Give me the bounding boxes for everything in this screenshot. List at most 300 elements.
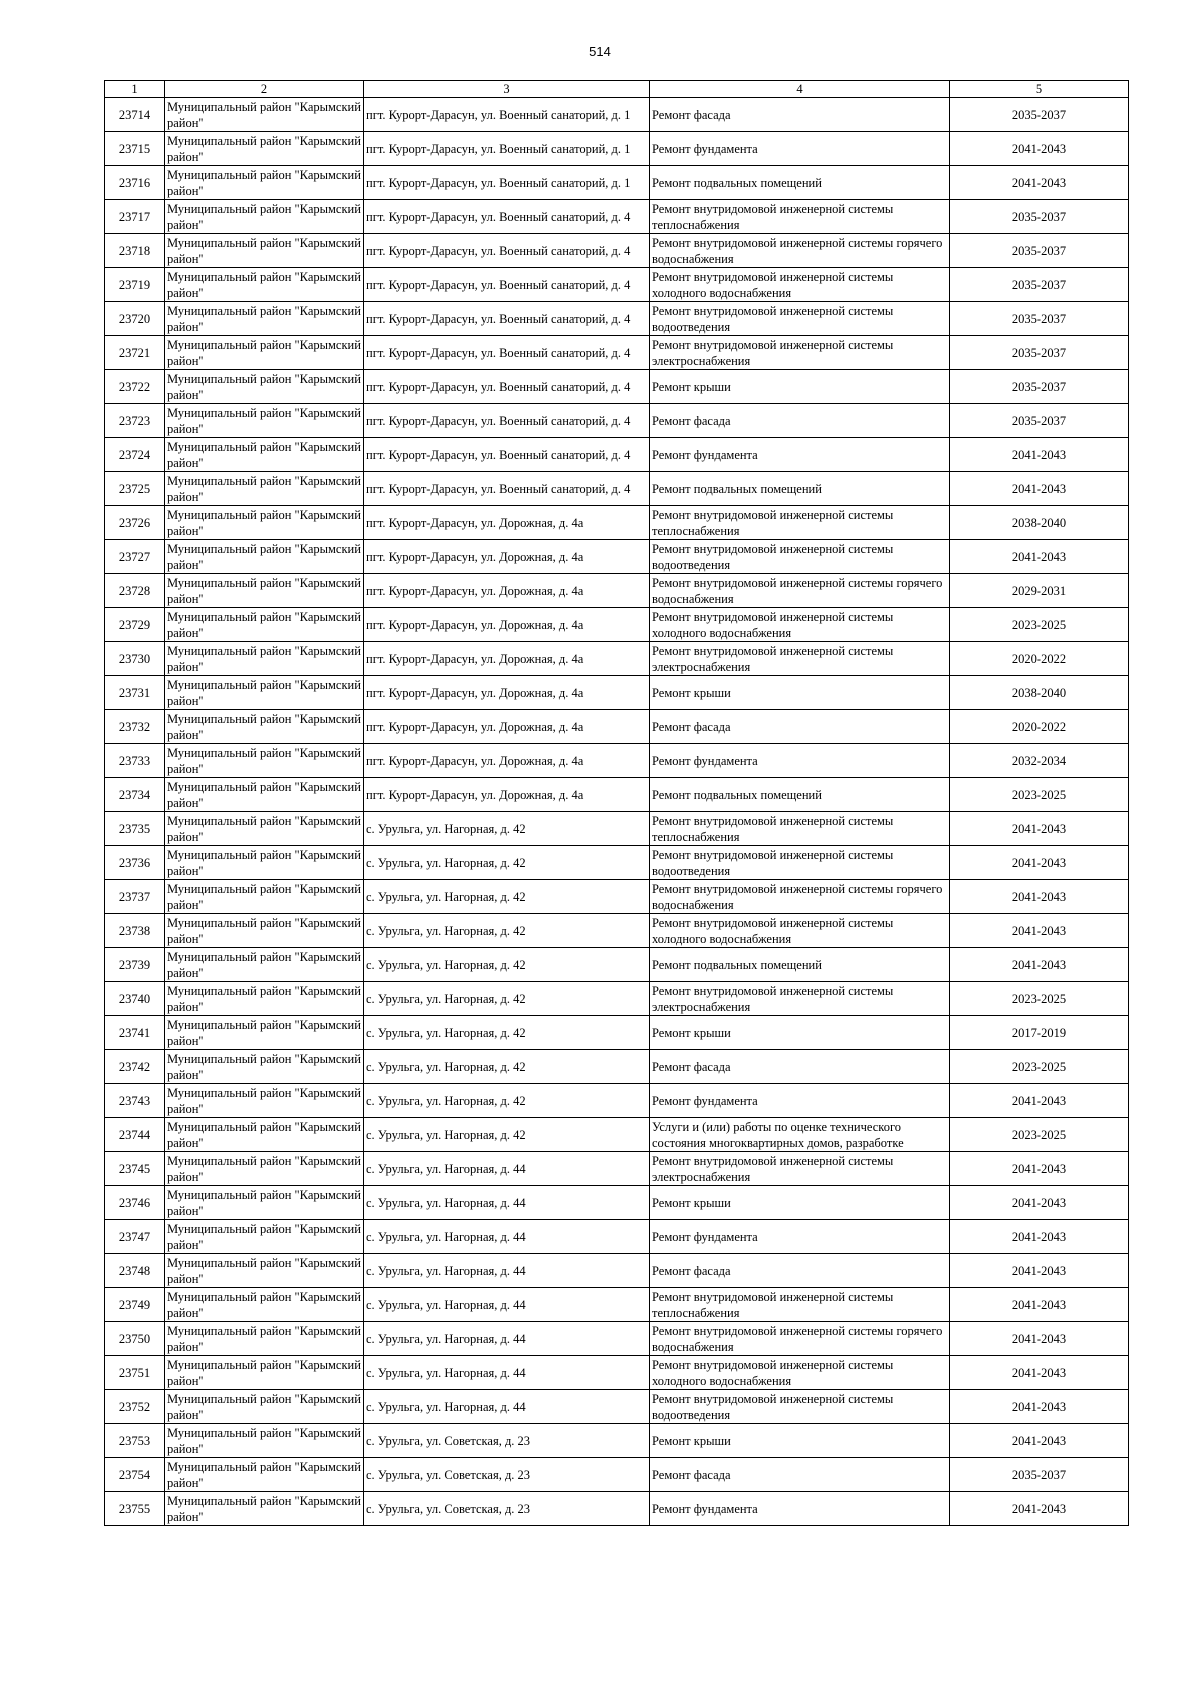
address-cell: [364, 982, 650, 1016]
row-number-cell: [105, 132, 165, 166]
table-row: [105, 914, 1129, 948]
row-number-text: 23745: [118, 1161, 151, 1176]
table-row: [105, 1084, 1129, 1118]
municipality-cell: [165, 1220, 364, 1254]
period-cell: [950, 1118, 1129, 1152]
row-number-text: 23750: [118, 1331, 151, 1346]
municipality-cell: [165, 574, 364, 608]
period-text: 2035-2037: [1011, 345, 1067, 360]
row-number-text: 23754: [118, 1467, 151, 1482]
row-number-cell: [105, 1390, 165, 1424]
row-number-cell: [105, 1254, 165, 1288]
address-text: пгт. Курорт-Дарасун, ул. Дорожная, д. 4а: [366, 719, 584, 734]
address-text: с. Урульга, ул. Нагорная, д. 44: [366, 1263, 526, 1278]
row-number-text: 23743: [118, 1093, 151, 1108]
address-cell: [364, 1390, 650, 1424]
table-row: [105, 302, 1129, 336]
row-number-text: 23716: [118, 175, 151, 190]
table-row: [105, 778, 1129, 812]
table-row: [105, 574, 1129, 608]
period-text: 2041-2043: [1011, 141, 1067, 156]
table-row: [105, 846, 1129, 880]
period-text: 2035-2037: [1011, 311, 1067, 326]
period-cell: [950, 506, 1129, 540]
municipality-cell: [165, 200, 364, 234]
table-row: [105, 1186, 1129, 1220]
address-cell: [364, 710, 650, 744]
municipality-cell: [165, 1356, 364, 1390]
address-cell: [364, 880, 650, 914]
municipality-cell: [165, 1050, 364, 1084]
address-cell: [364, 166, 650, 200]
municipality-cell: [165, 98, 364, 132]
row-number-cell: [105, 302, 165, 336]
address-text: пгт. Курорт-Дарасун, ул. Дорожная, д. 4а: [366, 583, 584, 598]
address-cell: [364, 540, 650, 574]
table-row: [105, 1050, 1129, 1084]
work-type-text: Ремонт фундамента: [652, 1093, 758, 1108]
address-text: с. Урульга, ул. Нагорная, д. 42: [366, 1059, 526, 1074]
address-text: пгт. Курорт-Дарасун, ул. Военный санаторий, д. 4: [366, 209, 631, 224]
work-type-cell: [650, 336, 950, 370]
work-type-text: Ремонт внутридомовой инженерной системы электроснабжения: [652, 983, 894, 1014]
address-cell: [364, 608, 650, 642]
table-row: [105, 982, 1129, 1016]
period-text: 2035-2037: [1011, 243, 1067, 258]
period-text: 2038-2040: [1011, 685, 1067, 700]
address-cell: [364, 302, 650, 336]
address-cell: [364, 200, 650, 234]
address-text: пгт. Курорт-Дарасун, ул. Дорожная, д. 4а: [366, 753, 584, 768]
municipality-text: Муниципальный район "Карымский район": [167, 133, 361, 164]
work-type-text: Ремонт подвальных помещений: [652, 481, 822, 496]
work-type-text: Ремонт крыши: [652, 685, 731, 700]
row-number-text: 23753: [118, 1433, 151, 1448]
address-text: с. Урульга, ул. Нагорная, д. 42: [366, 889, 526, 904]
period-cell: [950, 1356, 1129, 1390]
work-type-text: Ремонт фундамента: [652, 753, 758, 768]
municipality-text: Муниципальный район "Карымский район": [167, 507, 361, 538]
work-type-text: Ремонт внутридомовой инженерной системы электроснабжения: [652, 1153, 894, 1184]
municipality-text: Муниципальный район "Карымский район": [167, 677, 361, 708]
row-number-cell: [105, 982, 165, 1016]
work-type-cell: [650, 1390, 950, 1424]
address-cell: [364, 98, 650, 132]
address-cell: [364, 336, 650, 370]
municipality-text: Муниципальный район "Карымский район": [167, 1017, 361, 1048]
municipality-text: Муниципальный район "Карымский район": [167, 1493, 361, 1524]
address-text: пгт. Курорт-Дарасун, ул. Военный санаторий, д. 4: [366, 243, 631, 258]
municipality-cell: [165, 948, 364, 982]
row-number-text: 23722: [118, 379, 151, 394]
row-number-cell: [105, 540, 165, 574]
municipality-text: Муниципальный район "Карымский район": [167, 1255, 361, 1286]
work-type-text: Ремонт фасада: [652, 1467, 731, 1482]
municipality-text: Муниципальный район "Карымский район": [167, 337, 361, 368]
work-type-cell: [650, 1458, 950, 1492]
municipality-text: Муниципальный район "Карымский район": [167, 1119, 361, 1150]
municipality-text: Муниципальный район "Карымский район": [167, 269, 361, 300]
address-cell: [364, 1084, 650, 1118]
period-text: 2041-2043: [1011, 175, 1067, 190]
period-cell: [950, 234, 1129, 268]
row-number-cell: [105, 812, 165, 846]
work-type-cell: [650, 1254, 950, 1288]
municipality-cell: [165, 166, 364, 200]
row-number-cell: [105, 676, 165, 710]
work-type-text: Ремонт подвальных помещений: [652, 787, 822, 802]
work-type-cell: [650, 608, 950, 642]
municipality-cell: [165, 642, 364, 676]
row-number-cell: [105, 370, 165, 404]
period-cell: [950, 370, 1129, 404]
table-row: [105, 1220, 1129, 1254]
table-row: [105, 1458, 1129, 1492]
table-row: [105, 132, 1129, 166]
municipality-cell: [165, 438, 364, 472]
address-text: пгт. Курорт-Дарасун, ул. Военный санаторий, д. 1: [366, 175, 631, 190]
table-row: [105, 1390, 1129, 1424]
row-number-cell: [105, 506, 165, 540]
address-text: пгт. Курорт-Дарасун, ул. Дорожная, д. 4а: [366, 685, 584, 700]
municipality-text: Муниципальный район "Карымский район": [167, 711, 361, 742]
address-cell: [364, 1118, 650, 1152]
address-text: с. Урульга, ул. Нагорная, д. 44: [366, 1195, 526, 1210]
row-number-cell: [105, 1118, 165, 1152]
period-cell: [950, 540, 1129, 574]
period-cell: [950, 1458, 1129, 1492]
period-cell: [950, 1492, 1129, 1526]
address-cell: [364, 1254, 650, 1288]
row-number-cell: [105, 1152, 165, 1186]
municipality-cell: [165, 812, 364, 846]
work-type-cell: [650, 846, 950, 880]
municipality-cell: [165, 404, 364, 438]
address-cell: [364, 1152, 650, 1186]
table-body: [105, 98, 1129, 1526]
period-text: 2041-2043: [1011, 1195, 1067, 1210]
address-text: с. Урульга, ул. Нагорная, д. 42: [366, 1127, 526, 1142]
header-row: [105, 81, 1129, 98]
address-cell: [364, 370, 650, 404]
row-number-text: 23747: [118, 1229, 151, 1244]
row-number-text: 23733: [118, 753, 151, 768]
work-type-cell: [650, 1356, 950, 1390]
period-cell: [950, 438, 1129, 472]
period-text: 2035-2037: [1011, 1467, 1067, 1482]
page-number: 514: [589, 44, 611, 59]
address-text: пгт. Курорт-Дарасун, ул. Дорожная, д. 4а: [366, 787, 584, 802]
period-text: 2041-2043: [1011, 1331, 1067, 1346]
period-cell: [950, 98, 1129, 132]
row-number-cell: [105, 846, 165, 880]
address-text: с. Урульга, ул. Советская, д. 23: [366, 1501, 531, 1516]
municipality-cell: [165, 472, 364, 506]
period-text: 2041-2043: [1011, 447, 1067, 462]
address-text: пгт. Курорт-Дарасун, ул. Дорожная, д. 4а: [366, 617, 584, 632]
period-cell: [950, 744, 1129, 778]
row-number-text: 23729: [118, 617, 151, 632]
municipality-cell: [165, 1084, 364, 1118]
address-text: с. Урульга, ул. Нагорная, д. 42: [366, 1025, 526, 1040]
row-number-text: 23749: [118, 1297, 151, 1312]
work-type-text: Ремонт фундамента: [652, 141, 758, 156]
work-type-text: Ремонт внутридомовой инженерной системы горячего водоснабжения: [652, 575, 943, 606]
period-text: 2032-2034: [1011, 753, 1067, 768]
period-text: 2017-2019: [1011, 1025, 1067, 1040]
table-row: [105, 1152, 1129, 1186]
municipality-text: Муниципальный район "Карымский район": [167, 439, 361, 470]
address-text: с. Урульга, ул. Нагорная, д. 42: [366, 855, 526, 870]
municipality-cell: [165, 268, 364, 302]
table-row: [105, 608, 1129, 642]
work-type-text: Ремонт внутридомовой инженерной системы холодного водоснабжения: [652, 915, 894, 946]
municipality-cell: [165, 914, 364, 948]
row-number-cell: [105, 200, 165, 234]
work-type-cell: [650, 506, 950, 540]
row-number-text: 23734: [118, 787, 151, 802]
address-text: с. Урульга, ул. Советская, д. 23: [366, 1467, 531, 1482]
work-type-text: Ремонт внутридомовой инженерной системы электроснабжения: [652, 337, 894, 368]
municipality-cell: [165, 540, 364, 574]
work-type-cell: [650, 98, 950, 132]
period-cell: [950, 1254, 1129, 1288]
row-number-cell: [105, 744, 165, 778]
work-type-text: Ремонт внутридомовой инженерной системы горячего водоснабжения: [652, 881, 943, 912]
table-row: [105, 234, 1129, 268]
row-number-text: 23746: [118, 1195, 151, 1210]
address-cell: [364, 914, 650, 948]
period-text: 2041-2043: [1011, 1263, 1067, 1278]
table-row: [105, 1254, 1129, 1288]
address-text: с. Урульга, ул. Нагорная, д. 42: [366, 923, 526, 938]
period-text: 2029-2031: [1011, 583, 1067, 598]
municipality-cell: [165, 1390, 364, 1424]
row-number-cell: [105, 608, 165, 642]
address-text: с. Урульга, ул. Нагорная, д. 44: [366, 1161, 526, 1176]
work-type-text: Ремонт внутридомовой инженерной системы водоотведения: [652, 1391, 894, 1422]
period-text: 2041-2043: [1011, 821, 1067, 836]
table-row: [105, 506, 1129, 540]
municipality-cell: [165, 1458, 364, 1492]
row-number-cell: [105, 268, 165, 302]
address-cell: [364, 1288, 650, 1322]
row-number-text: 23737: [118, 889, 151, 904]
period-cell: [950, 1084, 1129, 1118]
work-type-cell: [650, 1492, 950, 1526]
work-type-cell: [650, 268, 950, 302]
work-type-cell: [650, 676, 950, 710]
table-row: [105, 1424, 1129, 1458]
address-cell: [364, 1458, 650, 1492]
row-number-text: 23718: [118, 243, 151, 258]
municipality-text: Муниципальный район "Карымский район": [167, 99, 361, 130]
period-text: 2035-2037: [1011, 209, 1067, 224]
work-type-text: Ремонт крыши: [652, 379, 731, 394]
column-header-3: 3: [364, 81, 650, 98]
row-number-text: 23742: [118, 1059, 151, 1074]
work-type-cell: [650, 574, 950, 608]
row-number-text: 23723: [118, 413, 151, 428]
period-cell: [950, 676, 1129, 710]
period-text: 2038-2040: [1011, 515, 1067, 530]
table-row: [105, 268, 1129, 302]
address-cell: [364, 1492, 650, 1526]
address-cell: [364, 574, 650, 608]
period-text: 2041-2043: [1011, 1093, 1067, 1108]
row-number-text: 23714: [118, 107, 151, 122]
address-cell: [364, 778, 650, 812]
municipality-text: Муниципальный район "Карымский район": [167, 1187, 361, 1218]
municipality-cell: [165, 1118, 364, 1152]
address-cell: [364, 948, 650, 982]
municipality-text: Муниципальный район "Карымский район": [167, 541, 361, 572]
work-type-text: Ремонт фасада: [652, 1263, 731, 1278]
table-header: [105, 81, 1129, 98]
address-text: пгт. Курорт-Дарасун, ул. Военный санаторий, д. 4: [366, 277, 631, 292]
period-text: 2020-2022: [1011, 719, 1067, 734]
address-cell: [364, 1424, 650, 1458]
row-number-text: 23728: [118, 583, 151, 598]
work-type-cell: [650, 1084, 950, 1118]
municipality-text: Муниципальный район "Карымский район": [167, 371, 361, 402]
address-cell: [364, 404, 650, 438]
table-row: [105, 676, 1129, 710]
row-number-cell: [105, 234, 165, 268]
period-text: 2035-2037: [1011, 379, 1067, 394]
period-text: 2041-2043: [1011, 1297, 1067, 1312]
work-type-cell: [650, 880, 950, 914]
row-number-cell: [105, 1356, 165, 1390]
period-text: 2023-2025: [1011, 991, 1067, 1006]
table-row: [105, 948, 1129, 982]
municipality-text: Муниципальный район "Карымский район": [167, 167, 361, 198]
work-type-cell: [650, 438, 950, 472]
municipality-cell: [165, 846, 364, 880]
municipality-text: Муниципальный район "Карымский район": [167, 575, 361, 606]
work-type-cell: [650, 166, 950, 200]
work-type-text: Ремонт фундамента: [652, 1229, 758, 1244]
municipality-text: Муниципальный район "Карымский район": [167, 847, 361, 878]
work-type-cell: [650, 370, 950, 404]
table-row: [105, 1118, 1129, 1152]
municipality-text: Муниципальный район "Карымский район": [167, 235, 361, 266]
municipality-cell: [165, 744, 364, 778]
row-number-text: 23724: [118, 447, 151, 462]
period-text: 2041-2043: [1011, 889, 1067, 904]
period-text: 2041-2043: [1011, 481, 1067, 496]
row-number-text: 23748: [118, 1263, 151, 1278]
row-number-text: 23735: [118, 821, 151, 836]
row-number-text: 23739: [118, 957, 151, 972]
period-cell: [950, 982, 1129, 1016]
address-text: пгт. Курорт-Дарасун, ул. Военный санаторий, д. 4: [366, 413, 631, 428]
row-number-text: 23725: [118, 481, 151, 496]
municipality-text: Муниципальный район "Карымский район": [167, 405, 361, 436]
period-cell: [950, 132, 1129, 166]
work-type-cell: [650, 234, 950, 268]
municipality-cell: [165, 608, 364, 642]
municipality-text: Муниципальный район "Карымский район": [167, 745, 361, 776]
period-cell: [950, 880, 1129, 914]
address-text: пгт. Курорт-Дарасун, ул. Военный санаторий, д. 4: [366, 481, 631, 496]
address-cell: [364, 812, 650, 846]
work-type-text: Ремонт подвальных помещений: [652, 175, 822, 190]
work-type-cell: [650, 1424, 950, 1458]
row-number-cell: [105, 1084, 165, 1118]
row-number-text: 23719: [118, 277, 151, 292]
work-type-text: Ремонт внутридомовой инженерной системы водоотведения: [652, 303, 894, 334]
municipality-cell: [165, 778, 364, 812]
period-cell: [950, 948, 1129, 982]
address-cell: [364, 642, 650, 676]
address-text: пгт. Курорт-Дарасун, ул. Военный санаторий, д. 1: [366, 107, 631, 122]
work-type-text: Ремонт фундамента: [652, 1501, 758, 1516]
table-row: [105, 472, 1129, 506]
municipality-cell: [165, 676, 364, 710]
row-number-cell: [105, 472, 165, 506]
period-cell: [950, 404, 1129, 438]
municipality-cell: [165, 1254, 364, 1288]
table-row: [105, 166, 1129, 200]
address-cell: [364, 1016, 650, 1050]
row-number-cell: [105, 1322, 165, 1356]
period-cell: [950, 1152, 1129, 1186]
row-number-cell: [105, 574, 165, 608]
work-type-text: Ремонт крыши: [652, 1195, 731, 1210]
column-header-4: 4: [650, 81, 950, 98]
work-type-text: Ремонт внутридомовой инженерной системы теплоснабжения: [652, 813, 894, 844]
municipality-text: Муниципальный район "Карымский район": [167, 1289, 361, 1320]
period-text: 2020-2022: [1011, 651, 1067, 666]
work-type-cell: [650, 744, 950, 778]
municipality-cell: [165, 1186, 364, 1220]
address-cell: [364, 846, 650, 880]
work-type-cell: [650, 642, 950, 676]
row-number-text: 23732: [118, 719, 151, 734]
row-number-cell: [105, 1424, 165, 1458]
table-row: [105, 98, 1129, 132]
row-number-cell: [105, 438, 165, 472]
work-type-cell: [650, 404, 950, 438]
row-number-text: 23736: [118, 855, 151, 870]
period-text: 2041-2043: [1011, 1365, 1067, 1380]
period-text: 2041-2043: [1011, 1433, 1067, 1448]
address-cell: [364, 1356, 650, 1390]
work-type-text: Ремонт внутридомовой инженерной системы теплоснабжения: [652, 1289, 894, 1320]
work-type-text: Ремонт крыши: [652, 1433, 731, 1448]
address-text: пгт. Курорт-Дарасун, ул. Военный санаторий, д. 4: [366, 447, 631, 462]
table-row: [105, 540, 1129, 574]
table-row: [105, 1356, 1129, 1390]
address-cell: [364, 472, 650, 506]
row-number-text: 23726: [118, 515, 151, 530]
table-row: [105, 1492, 1129, 1526]
period-cell: [950, 812, 1129, 846]
municipality-text: Муниципальный район "Карымский район": [167, 643, 361, 674]
municipality-text: Муниципальный район "Карымский район": [167, 1357, 361, 1388]
row-number-cell: [105, 948, 165, 982]
address-text: с. Урульга, ул. Нагорная, д. 42: [366, 821, 526, 836]
address-cell: [364, 438, 650, 472]
work-type-cell: [650, 948, 950, 982]
work-type-text: Ремонт внутридомовой инженерной системы горячего водоснабжения: [652, 1323, 943, 1354]
row-number-text: 23755: [118, 1501, 151, 1516]
address-text: с. Урульга, ул. Нагорная, д. 44: [366, 1331, 526, 1346]
address-text: с. Урульга, ул. Нагорная, д. 44: [366, 1365, 526, 1380]
work-type-cell: [650, 914, 950, 948]
municipality-cell: [165, 1492, 364, 1526]
